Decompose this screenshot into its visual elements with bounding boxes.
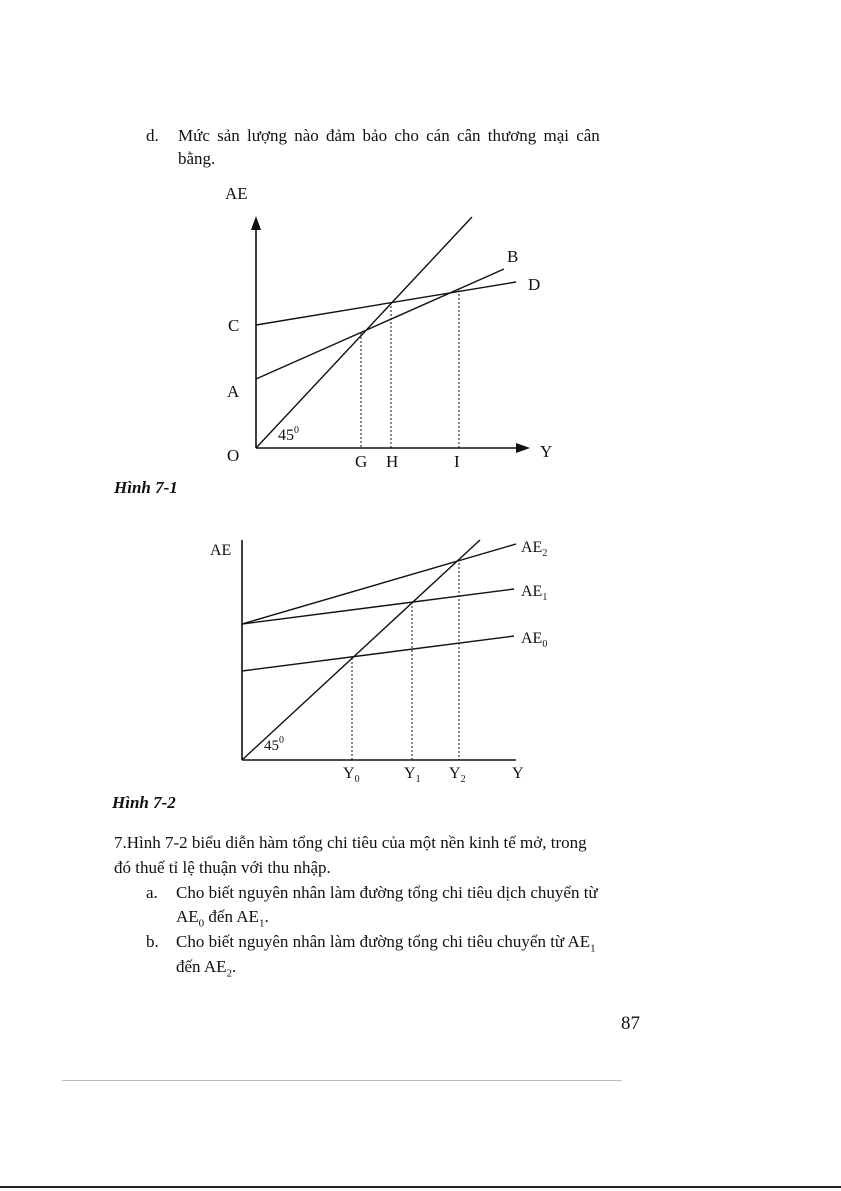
fig1-label-c: C	[228, 316, 240, 335]
scan-bottom-edge	[0, 1186, 841, 1188]
fig1-label-g: G	[355, 452, 368, 471]
figure-7-1-caption: Hình 7-1	[114, 478, 178, 497]
question-7b-line2: đến $AE_2$.	[176, 957, 237, 980]
fig1-label-d: D	[528, 275, 541, 294]
question-d-line2: bằng.	[178, 149, 216, 168]
fig1-label-a: A	[227, 382, 240, 401]
fig2-label-ae2: $AE_2$	[521, 539, 548, 559]
fig2-label-y: Y	[512, 765, 524, 782]
fig2-label-y1: $Y_1$	[404, 765, 421, 785]
question-d-marker: d.	[146, 126, 159, 145]
fig2-label-angle: $45^0$	[264, 735, 284, 754]
fig1-label-ae: AE	[225, 184, 248, 203]
question-7a-line2: $AE_0$ đến $AE_1$.	[176, 907, 269, 930]
figure-7-2-caption: Hình 7-2	[112, 793, 176, 812]
fig2-45-degree-line	[242, 540, 480, 760]
question-7b-line1: Cho biết nguyên nhân làm đường tổng chi tiêu chuyển từ $AE_1$	[176, 932, 596, 955]
page-number: 87	[621, 1013, 640, 1034]
fig2-label-ae1: $AE_1$	[521, 583, 548, 603]
fig1-label-y: Y	[540, 442, 553, 461]
fig1-label-i: I	[454, 452, 460, 471]
fig1-label-b: B	[507, 247, 519, 266]
fig2-label-ae0: $AE_0$	[521, 630, 548, 650]
question-7-line1: 7.Hình 7-2 biểu diễn hàm tổng chi tiêu của một nền kinh tế mở, trong	[114, 833, 587, 852]
question-7-line2: đó thuế tỉ lệ thuận với thu nhập.	[114, 858, 331, 877]
page-edge-line	[62, 1080, 622, 1081]
fig2-label-y2: $Y_2$	[449, 765, 466, 785]
fig2-label-ae: AE	[210, 542, 232, 559]
fig2-line-ae1	[242, 589, 514, 624]
fig2-line-ae2	[242, 544, 516, 624]
fig2-label-y0: $Y_0$	[343, 765, 360, 785]
fig2-line-ae0	[242, 636, 514, 671]
question-7a-line1: Cho biết nguyên nhân làm đường tổng chi tiêu dịch chuyển từ	[176, 883, 598, 902]
question-7a-marker: a.	[146, 883, 158, 902]
fig1-label-o: O	[227, 446, 240, 465]
fig1-label-h: H	[386, 452, 399, 471]
question-d-line1: Mức sản lượng nào đảm bảo cho cán cân thương mại cân	[178, 126, 600, 145]
fig1-label-angle: $45^0$	[278, 425, 299, 444]
question-7b-marker: b.	[146, 932, 159, 951]
